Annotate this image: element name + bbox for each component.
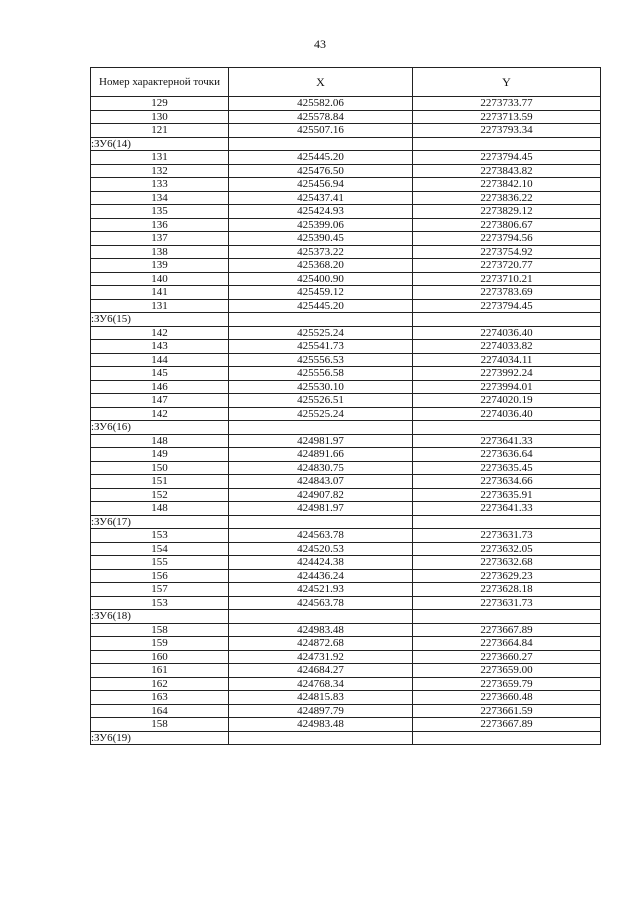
point-number-cell: 121: [91, 124, 229, 138]
point-number-cell: 131: [91, 299, 229, 313]
table-row: [91, 407, 601, 421]
x-coordinate-cell: 425582.06: [229, 97, 413, 111]
point-number-cell: 151: [91, 475, 229, 489]
table-row: [91, 205, 601, 219]
table-row: [91, 394, 601, 408]
y-coordinate-cell: 2273794.56: [413, 232, 601, 246]
x-coordinate-cell: 424907.82: [229, 488, 413, 502]
y-coordinate-cell: 2274033.82: [413, 340, 601, 354]
y-coordinate-cell: 2273660.48: [413, 691, 601, 705]
table-row: [91, 272, 601, 286]
x-coordinate-cell: 424436.24: [229, 569, 413, 583]
section-label: :ЗУ6(17): [91, 515, 229, 529]
point-number-cell: 147: [91, 394, 229, 408]
point-number-cell: 158: [91, 718, 229, 732]
empty-cell: [229, 610, 413, 624]
x-coordinate-cell: 424424.38: [229, 556, 413, 570]
point-number-cell: 155: [91, 556, 229, 570]
point-number-cell: 162: [91, 677, 229, 691]
table-row: [91, 704, 601, 718]
section-row: [91, 313, 601, 327]
x-coordinate-cell: 425556.58: [229, 367, 413, 381]
x-coordinate-cell: 424731.92: [229, 650, 413, 664]
table-row: [91, 677, 601, 691]
y-coordinate-cell: 2273661.59: [413, 704, 601, 718]
x-coordinate-cell: 424815.83: [229, 691, 413, 705]
empty-cell: [229, 137, 413, 151]
table-row: [91, 583, 601, 597]
x-coordinate-cell: 425368.20: [229, 259, 413, 273]
table-row: [91, 367, 601, 381]
y-coordinate-cell: 2273641.33: [413, 434, 601, 448]
table-row: [91, 448, 601, 462]
table-row: [91, 542, 601, 556]
x-coordinate-cell: 425373.22: [229, 245, 413, 259]
y-coordinate-cell: 2274020.19: [413, 394, 601, 408]
table-row: [91, 718, 601, 732]
x-coordinate-cell: 424563.78: [229, 596, 413, 610]
table-body: [91, 97, 601, 745]
point-number-cell: 164: [91, 704, 229, 718]
y-coordinate-cell: 2273636.64: [413, 448, 601, 462]
y-coordinate-cell: 2273635.45: [413, 461, 601, 475]
x-coordinate-cell: 425399.06: [229, 218, 413, 232]
y-coordinate-cell: 2274036.40: [413, 407, 601, 421]
x-coordinate-cell: 424872.68: [229, 637, 413, 651]
y-coordinate-cell: 2273793.34: [413, 124, 601, 138]
coordinates-table: [90, 67, 601, 745]
y-coordinate-cell: 2273628.18: [413, 583, 601, 597]
table-row: [91, 664, 601, 678]
point-number-cell: 159: [91, 637, 229, 651]
point-number-cell: 156: [91, 569, 229, 583]
header-x: X: [229, 68, 413, 97]
table-row: [91, 340, 601, 354]
point-number-cell: 138: [91, 245, 229, 259]
table-row: [91, 596, 601, 610]
y-coordinate-cell: 2273829.12: [413, 205, 601, 219]
table-row: [91, 259, 601, 273]
x-coordinate-cell: 425476.50: [229, 164, 413, 178]
y-coordinate-cell: 2273992.24: [413, 367, 601, 381]
point-number-cell: 134: [91, 191, 229, 205]
x-coordinate-cell: 424843.07: [229, 475, 413, 489]
y-coordinate-cell: 2273635.91: [413, 488, 601, 502]
point-number-cell: 148: [91, 434, 229, 448]
section-row: [91, 137, 601, 151]
table-row: [91, 488, 601, 502]
point-number-cell: 129: [91, 97, 229, 111]
y-coordinate-cell: 2273631.73: [413, 596, 601, 610]
x-coordinate-cell: 425445.20: [229, 151, 413, 165]
table-row: [91, 245, 601, 259]
table-row: [91, 461, 601, 475]
section-row: [91, 421, 601, 435]
y-coordinate-cell: 2273710.21: [413, 272, 601, 286]
table-row: [91, 380, 601, 394]
point-number-cell: 143: [91, 340, 229, 354]
point-number-cell: 149: [91, 448, 229, 462]
table-row: [91, 151, 601, 165]
x-coordinate-cell: 424981.97: [229, 502, 413, 516]
point-number-cell: 141: [91, 286, 229, 300]
y-coordinate-cell: 2273794.45: [413, 151, 601, 165]
x-coordinate-cell: 425400.90: [229, 272, 413, 286]
point-number-cell: 135: [91, 205, 229, 219]
x-coordinate-cell: 424563.78: [229, 529, 413, 543]
empty-cell: [413, 731, 601, 745]
table-row: [91, 326, 601, 340]
point-number-cell: 140: [91, 272, 229, 286]
table-row: [91, 623, 601, 637]
y-coordinate-cell: 2273713.59: [413, 110, 601, 124]
x-coordinate-cell: 424981.97: [229, 434, 413, 448]
table-row: [91, 97, 601, 111]
point-number-cell: 153: [91, 596, 229, 610]
point-number-cell: 158: [91, 623, 229, 637]
x-coordinate-cell: 425424.93: [229, 205, 413, 219]
point-number-cell: 161: [91, 664, 229, 678]
x-coordinate-cell: 424983.48: [229, 718, 413, 732]
x-coordinate-cell: 425390.45: [229, 232, 413, 246]
empty-cell: [229, 515, 413, 529]
empty-cell: [413, 313, 601, 327]
x-coordinate-cell: 425556.53: [229, 353, 413, 367]
point-number-cell: 131: [91, 151, 229, 165]
point-number-cell: 132: [91, 164, 229, 178]
table-row: [91, 529, 601, 543]
point-number-cell: 142: [91, 326, 229, 340]
y-coordinate-cell: 2273667.89: [413, 718, 601, 732]
header-point-number: Номер характерной точки: [91, 68, 229, 97]
table-row: [91, 191, 601, 205]
x-coordinate-cell: 425456.94: [229, 178, 413, 192]
x-coordinate-cell: 424983.48: [229, 623, 413, 637]
table-row: [91, 218, 601, 232]
table-row: [91, 691, 601, 705]
page-number: 43: [314, 37, 326, 51]
y-coordinate-cell: 2273634.66: [413, 475, 601, 489]
x-coordinate-cell: 425526.51: [229, 394, 413, 408]
point-number-cell: 160: [91, 650, 229, 664]
section-label: :ЗУ6(15): [91, 313, 229, 327]
table-header-row: [91, 68, 601, 97]
x-coordinate-cell: 425437.41: [229, 191, 413, 205]
table-row: [91, 569, 601, 583]
y-coordinate-cell: 2273629.23: [413, 569, 601, 583]
y-coordinate-cell: 2273806.67: [413, 218, 601, 232]
x-coordinate-cell: 425530.10: [229, 380, 413, 394]
point-number-cell: 133: [91, 178, 229, 192]
x-coordinate-cell: 425541.73: [229, 340, 413, 354]
y-coordinate-cell: 2273994.01: [413, 380, 601, 394]
point-number-cell: 157: [91, 583, 229, 597]
x-coordinate-cell: 425578.84: [229, 110, 413, 124]
point-number-cell: 146: [91, 380, 229, 394]
point-number-cell: 153: [91, 529, 229, 543]
point-number-cell: 163: [91, 691, 229, 705]
section-row: [91, 515, 601, 529]
point-number-cell: 150: [91, 461, 229, 475]
table-row: [91, 232, 601, 246]
empty-cell: [229, 731, 413, 745]
point-number-cell: 154: [91, 542, 229, 556]
y-coordinate-cell: 2273641.33: [413, 502, 601, 516]
y-coordinate-cell: 2273733.77: [413, 97, 601, 111]
y-coordinate-cell: 2273660.27: [413, 650, 601, 664]
y-coordinate-cell: 2273632.68: [413, 556, 601, 570]
header-y: Y: [413, 68, 601, 97]
table-row: [91, 164, 601, 178]
y-coordinate-cell: 2273631.73: [413, 529, 601, 543]
point-number-cell: 144: [91, 353, 229, 367]
empty-cell: [413, 610, 601, 624]
y-coordinate-cell: 2273836.22: [413, 191, 601, 205]
table-row: [91, 637, 601, 651]
x-coordinate-cell: 425445.20: [229, 299, 413, 313]
point-number-cell: 145: [91, 367, 229, 381]
x-coordinate-cell: 425525.24: [229, 407, 413, 421]
x-coordinate-cell: 424520.53: [229, 542, 413, 556]
y-coordinate-cell: 2273843.82: [413, 164, 601, 178]
x-coordinate-cell: 424891.66: [229, 448, 413, 462]
section-label: :ЗУ6(16): [91, 421, 229, 435]
table-row: [91, 556, 601, 570]
point-number-cell: 137: [91, 232, 229, 246]
point-number-cell: 152: [91, 488, 229, 502]
x-coordinate-cell: 424897.79: [229, 704, 413, 718]
section-label: :ЗУ6(18): [91, 610, 229, 624]
section-row: [91, 610, 601, 624]
empty-cell: [413, 137, 601, 151]
section-row: [91, 731, 601, 745]
table-row: [91, 178, 601, 192]
point-number-cell: 148: [91, 502, 229, 516]
x-coordinate-cell: 424684.27: [229, 664, 413, 678]
x-coordinate-cell: 424768.34: [229, 677, 413, 691]
y-coordinate-cell: 2273794.45: [413, 299, 601, 313]
table-row: [91, 434, 601, 448]
table-row: [91, 124, 601, 138]
y-coordinate-cell: 2273659.79: [413, 677, 601, 691]
empty-cell: [229, 421, 413, 435]
y-coordinate-cell: 2273754.92: [413, 245, 601, 259]
y-coordinate-cell: 2274034.11: [413, 353, 601, 367]
y-coordinate-cell: 2274036.40: [413, 326, 601, 340]
table-row: [91, 299, 601, 313]
x-coordinate-cell: 425525.24: [229, 326, 413, 340]
y-coordinate-cell: 2273842.10: [413, 178, 601, 192]
y-coordinate-cell: 2273720.77: [413, 259, 601, 273]
y-coordinate-cell: 2273667.89: [413, 623, 601, 637]
empty-cell: [229, 313, 413, 327]
point-number-cell: 130: [91, 110, 229, 124]
y-coordinate-cell: 2273659.00: [413, 664, 601, 678]
table-row: [91, 353, 601, 367]
x-coordinate-cell: 424830.75: [229, 461, 413, 475]
section-label: :ЗУ6(19): [91, 731, 229, 745]
y-coordinate-cell: 2273783.69: [413, 286, 601, 300]
point-number-cell: 136: [91, 218, 229, 232]
table-row: [91, 502, 601, 516]
x-coordinate-cell: 424521.93: [229, 583, 413, 597]
x-coordinate-cell: 425459.12: [229, 286, 413, 300]
point-number-cell: 142: [91, 407, 229, 421]
point-number-cell: 139: [91, 259, 229, 273]
empty-cell: [413, 515, 601, 529]
table-row: [91, 650, 601, 664]
table-row: [91, 110, 601, 124]
empty-cell: [413, 421, 601, 435]
table-row: [91, 286, 601, 300]
x-coordinate-cell: 425507.16: [229, 124, 413, 138]
y-coordinate-cell: 2273632.05: [413, 542, 601, 556]
section-label: :ЗУ6(14): [91, 137, 229, 151]
y-coordinate-cell: 2273664.84: [413, 637, 601, 651]
table-row: [91, 475, 601, 489]
